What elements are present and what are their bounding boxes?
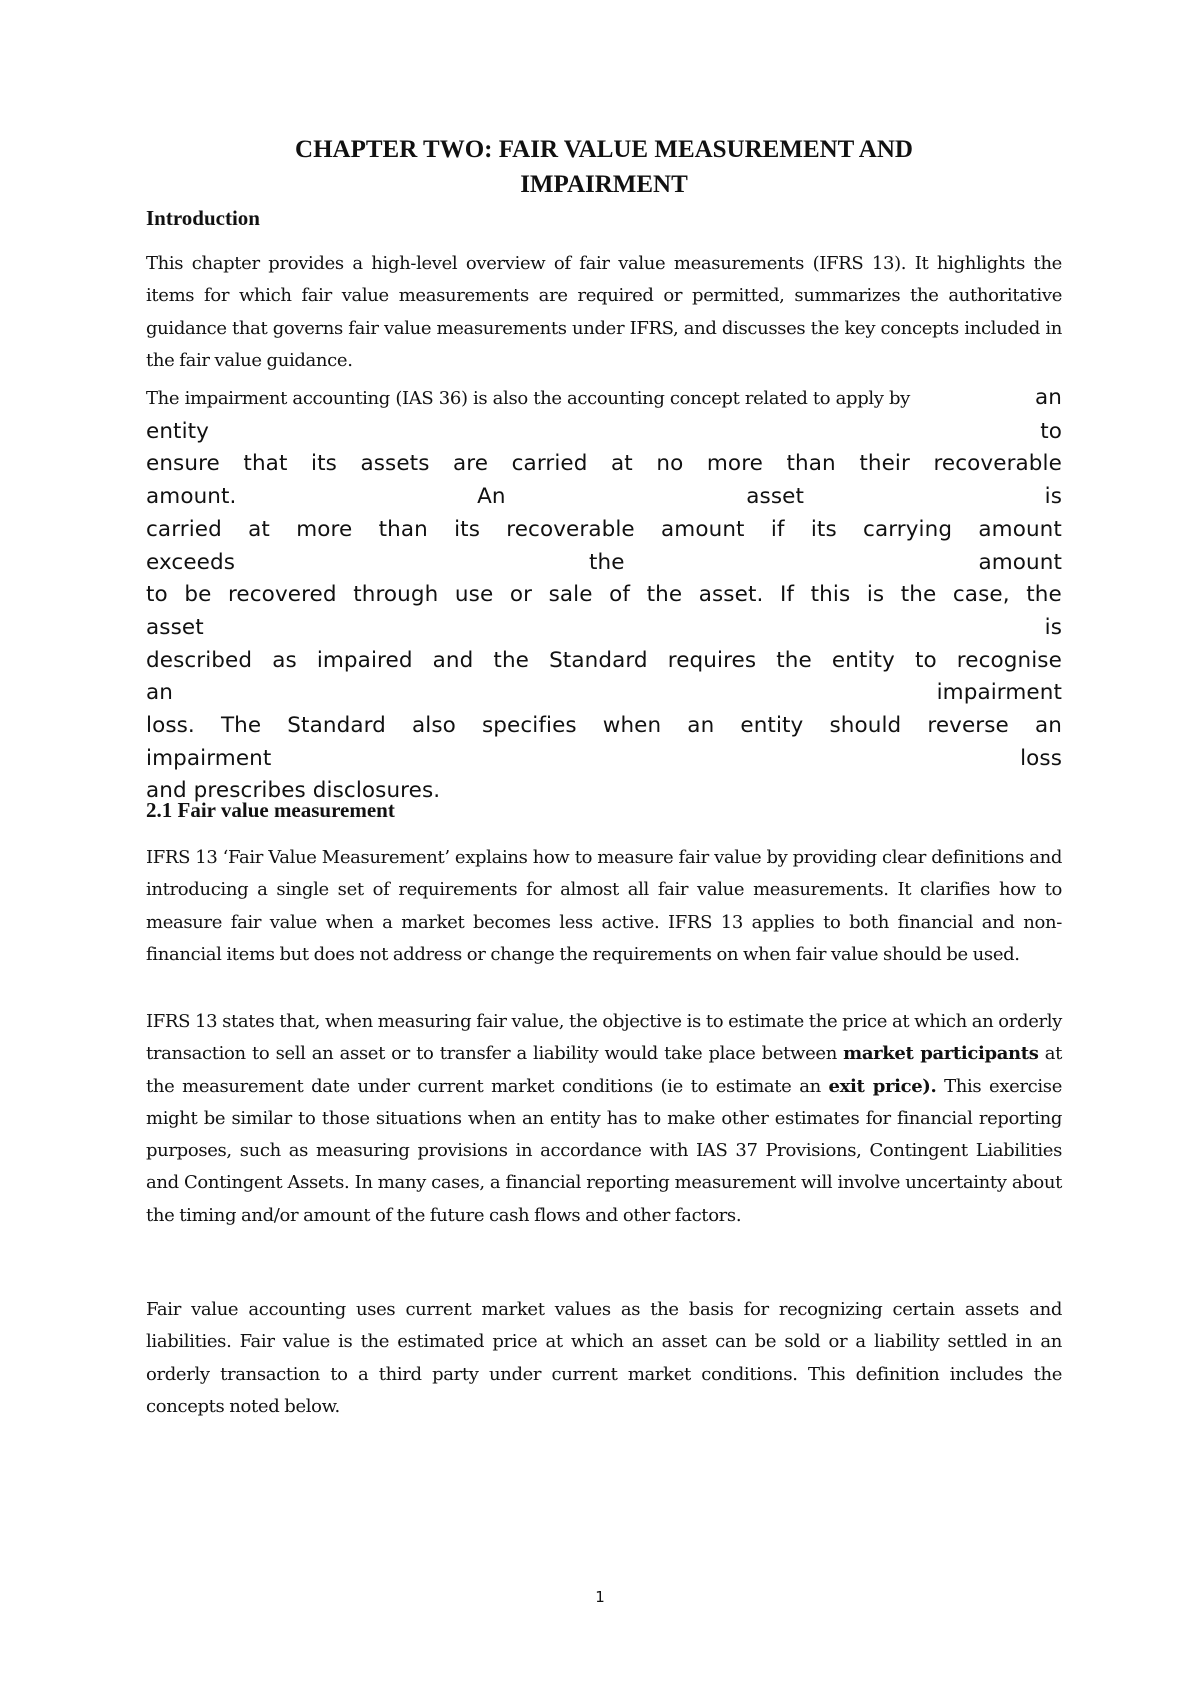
impairment-word: at bbox=[248, 516, 270, 542]
impairment-word: entity bbox=[831, 647, 895, 673]
impairment-word: the bbox=[1026, 582, 1062, 608]
impairment-word: no bbox=[656, 451, 684, 477]
impairment-word: recoverable bbox=[933, 451, 1062, 477]
impairment-text-line bbox=[146, 547, 1062, 580]
impairment-lines bbox=[146, 416, 1062, 808]
impairment-word: the bbox=[493, 647, 530, 673]
impairment-word: recovered bbox=[227, 582, 337, 608]
impairment-word: or bbox=[509, 582, 533, 608]
impairment-word: loss bbox=[1020, 745, 1062, 771]
impairment-word: impairment bbox=[146, 745, 272, 771]
impairment-word: asset bbox=[146, 614, 204, 640]
impairment-text-line bbox=[146, 514, 1062, 547]
impairment-word: carried bbox=[146, 516, 222, 542]
impairment-word: the bbox=[900, 582, 937, 608]
introduction-heading: Introduction bbox=[146, 206, 260, 230]
impairment-word: described bbox=[146, 647, 253, 673]
impairment-word: to bbox=[1040, 418, 1062, 444]
impairment-word: are bbox=[453, 451, 489, 477]
impairment-line-0-word-an: an bbox=[1034, 385, 1062, 410]
impairment-word: case, bbox=[952, 582, 1010, 608]
page-number: 1 bbox=[595, 1588, 605, 1606]
impairment-word: recoverable bbox=[506, 516, 635, 542]
impairment-text-line: and prescribes disclosures. bbox=[146, 778, 441, 804]
impairment-word: than bbox=[378, 516, 428, 542]
impairment-word: as bbox=[272, 647, 297, 673]
impairment-word: use bbox=[454, 582, 494, 608]
impairment-word: more bbox=[706, 451, 763, 477]
impairment-word: An bbox=[477, 484, 506, 510]
impairment-word: impairment bbox=[936, 680, 1062, 706]
impairment-word: assets bbox=[360, 451, 430, 477]
impairment-word: impaired bbox=[316, 647, 413, 673]
impairment-text-line bbox=[146, 416, 1062, 449]
impairment-word: this bbox=[810, 582, 851, 608]
impairment-word: recognise bbox=[956, 647, 1062, 673]
impairment-word: entity bbox=[740, 713, 804, 739]
impairment-word: amount bbox=[978, 516, 1062, 542]
impairment-word: amount bbox=[661, 516, 745, 542]
impairment-word: is bbox=[1044, 614, 1062, 640]
impairment-text-line bbox=[146, 677, 1062, 710]
impairment-word: the bbox=[588, 549, 625, 575]
chapter-title-line-2: IMPAIRMENT bbox=[520, 171, 688, 198]
impairment-word: loss. bbox=[146, 713, 195, 739]
impairment-word: if bbox=[770, 516, 785, 542]
impairment-word: to bbox=[146, 582, 168, 608]
impairment-word: If bbox=[779, 582, 795, 608]
impairment-word: is bbox=[866, 582, 885, 608]
fvm-paragraph-2-part-2: at the measurement date under current market conditions (ie to estimate an bbox=[146, 1043, 1062, 1097]
fvm-paragraph-3: Fair value accounting uses current market values as the basis for recognizing certain assets and liabilities. Fair value is the estimated price at which an asset can be sold or a liability settled in an orderly transaction to a third party under current market conditions. This definition includes the concepts noted below. bbox=[146, 1299, 1062, 1417]
impairment-word: should bbox=[829, 713, 902, 739]
impairment-word: exceeds bbox=[146, 549, 236, 575]
impairment-first-line bbox=[146, 382, 1062, 416]
impairment-word: Standard bbox=[549, 647, 648, 673]
impairment-word: amount. bbox=[146, 484, 237, 510]
fvm-paragraph-2-bold-market-participants: market participants bbox=[843, 1043, 1039, 1065]
impairment-word: The bbox=[220, 713, 262, 739]
impairment-word: requires bbox=[667, 647, 757, 673]
impairment-word: than bbox=[786, 451, 836, 477]
fvm-paragraph-1: IFRS 13 ‘Fair Value Measurement’ explains how to measure fair value by providing clear definitions and introducing a single set of requirements for almost all fair value measurements. It clarifies how to measure fair value when a market becomes less active. IFRS 13 applies to both financial and non-financial items but does not address or change the requirements on when fair value should be used. bbox=[146, 847, 1062, 965]
impairment-text-line bbox=[146, 710, 1062, 743]
impairment-word: amount bbox=[978, 549, 1062, 575]
impairment-word: its bbox=[810, 516, 837, 542]
impairment-word: through bbox=[353, 582, 439, 608]
impairment-text-line bbox=[146, 645, 1062, 678]
impairment-word: the bbox=[776, 647, 812, 673]
fvm-paragraph-2-part-1: IFRS 13 states that, when measuring fair value, the objective is to estimate the price at which an orderly transaction to sell an asset or to transfer a liability would take place between bbox=[146, 1011, 1062, 1065]
impairment-word: of bbox=[609, 582, 631, 608]
section-heading-fair-value: 2.1 Fair value measurement bbox=[146, 798, 395, 822]
impairment-word: carried bbox=[511, 451, 588, 477]
impairment-word: at bbox=[611, 451, 633, 477]
impairment-word: also bbox=[411, 713, 456, 739]
impairment-word: entity bbox=[146, 418, 210, 444]
impairment-word: specifies bbox=[481, 713, 577, 739]
impairment-word: reverse bbox=[927, 713, 1009, 739]
fvm-paragraph-2-part-3: This exercise might be similar to those situations when an entity has to make other estimates for financial reporting purposes, such as measuring provisions in accordance with IAS 37 Provisions, Contingent Liabilities and Contingent Assets. In many cases, a financial reporting measurement will involve uncertainty about the timing and/or amount of the future cash flows and other factors. bbox=[146, 1075, 1063, 1226]
impairment-text-line bbox=[146, 481, 1062, 514]
impairment-word: its bbox=[454, 516, 480, 542]
impairment-word: that bbox=[243, 451, 288, 477]
impairment-text-line bbox=[146, 743, 1062, 776]
impairment-lead-text: The impairment accounting (IAS 36) is also the accounting concept related to apply by bbox=[146, 388, 910, 409]
impairment-text-line bbox=[146, 448, 1062, 481]
impairment-text-line bbox=[146, 612, 1062, 645]
impairment-word: and bbox=[432, 647, 474, 673]
impairment-word: asset bbox=[746, 484, 805, 510]
fvm-paragraph-2-bold-exit-price: exit price). bbox=[828, 1075, 937, 1097]
impairment-word: when bbox=[602, 713, 662, 739]
impairment-word: an bbox=[687, 713, 715, 739]
impairment-word: asset. bbox=[698, 582, 764, 608]
impairment-word: ensure bbox=[146, 451, 220, 477]
impairment-word: is bbox=[1044, 484, 1062, 510]
impairment-word: Standard bbox=[287, 713, 386, 739]
impairment-word: more bbox=[296, 516, 353, 542]
chapter-title-line-1: CHAPTER TWO: FAIR VALUE MEASUREMENT AND bbox=[295, 136, 913, 163]
fvm-paragraph-2 bbox=[146, 1006, 1062, 1232]
impairment-word: its bbox=[311, 451, 337, 477]
impairment-word: sale bbox=[548, 582, 593, 608]
intro-paragraph: This chapter provides a high-level overview of fair value measurements (IFRS 13). It highlights the items for which fair value measurements are required or permitted, summarizes the authoritative guidance that governs fair value measurements under IFRS, and discusses the key concepts included in the fair value guidance. bbox=[146, 253, 1062, 371]
impairment-word: their bbox=[859, 451, 910, 477]
impairment-word: an bbox=[1034, 713, 1062, 739]
impairment-paragraph bbox=[146, 382, 1062, 808]
impairment-word: the bbox=[646, 582, 683, 608]
impairment-word: an bbox=[146, 680, 174, 706]
impairment-text-line bbox=[146, 579, 1062, 612]
impairment-word: to bbox=[914, 647, 937, 673]
impairment-word: carrying bbox=[863, 516, 953, 542]
impairment-word: be bbox=[184, 582, 212, 608]
